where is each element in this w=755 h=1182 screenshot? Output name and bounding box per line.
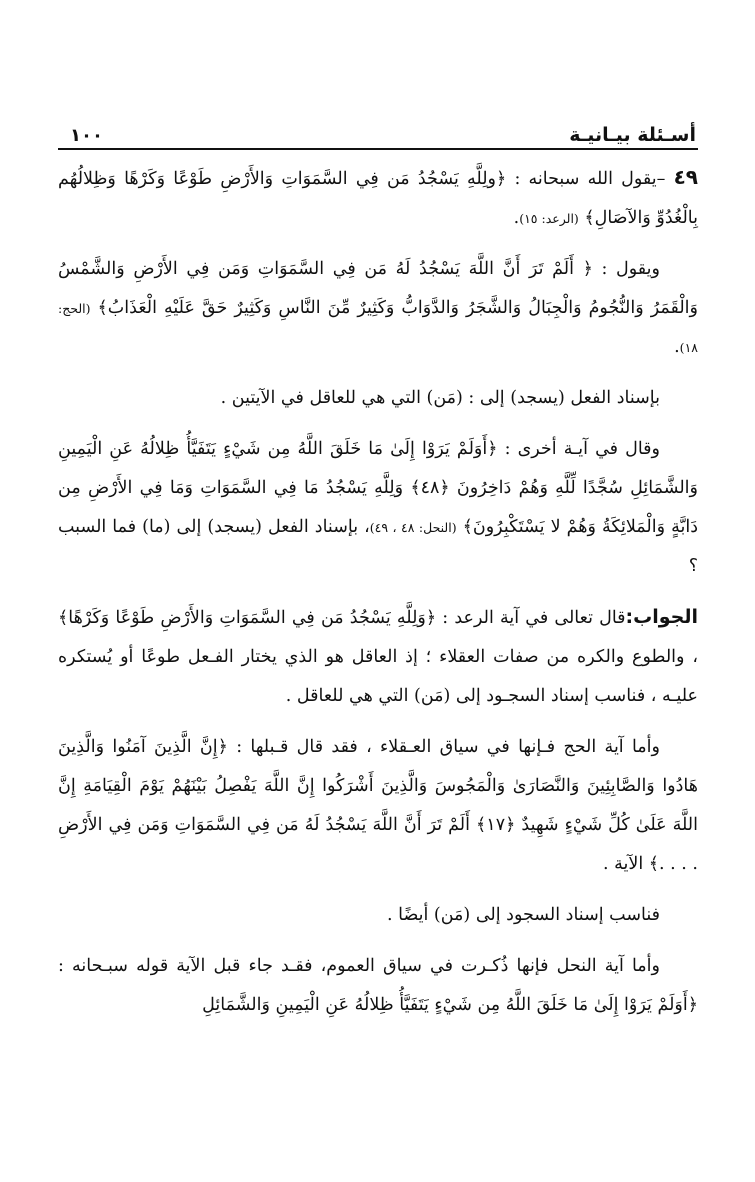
book-page <box>58 118 698 1037</box>
surah-reference: (النحل: ٤٨ ، ٤٩) <box>369 520 457 535</box>
paragraph-tail: . <box>513 208 520 228</box>
paragraph-text: قال تعالى في آية الرعد : ﴿وَلِلَّهِ يَسْجُدُ مَن فِي السَّمَوَاتِ وَالأَرْضِ طَوْعًا وَكَرْهًا﴾ ، والطوع والكره من صفات العقلاء ؛ إذ العاقل هو الذي يختار الفـعل طوعًا أو يُستكره عليـه ، فناسب إسناد السجـود إلى (مَن) التي هي للعاقل . <box>58 608 698 706</box>
paragraph-text: بإسناد الفعل (يسجد) إلى : (مَن) التي هي للعاقل في الآيتين . <box>220 388 660 408</box>
running-title: أسـئلة بيـانيـة <box>569 124 696 146</box>
hajj-verse-paragraph <box>58 250 698 367</box>
answer-label: الجواب: <box>625 606 698 628</box>
surah-reference: (الرعد: ١٥) <box>519 211 579 226</box>
paragraph-text: فناسب إسناد السجود إلى (مَن) أيضًا . <box>386 905 660 925</box>
paragraph-tail: . <box>674 337 680 357</box>
surah-reference: (الحج: ١٨) <box>58 301 698 355</box>
question-number: ٤٩ <box>673 165 698 189</box>
page-body <box>58 158 698 1025</box>
hajj-context-paragraph <box>58 728 698 884</box>
paragraph-text: وأما آية الحج فـإنها في سياق العـقلاء ، فقد قال قـبلها : ﴿إِنَّ الَّذِينَ آمَنُوا وَالَّذِينَ هَادُوا وَالصَّابِئِينَ وَالنَّصَارَىٰ وَالْمَجُوسَ وَالَّذِينَ أَشْرَكُوا إِنَّ اللَّهَ يَفْصِلُ بَيْنَهُمْ يَوْمَ الْقِيَامَةِ إِنَّ اللَّهَ عَلَىٰ كُلِّ شَيْءٍ شَهِيدٌ ﴿١٧﴾ أَلَمْ تَرَ أَنَّ اللَّهَ يَسْجُدُ لَهُ مَن فِي السَّمَوَاتِ وَمَن فِي الأَرْضِ . . . .﴾ الآية . <box>58 737 698 874</box>
running-header <box>58 118 698 150</box>
answer-paragraph <box>58 598 698 716</box>
conclusion-paragraph <box>58 896 698 935</box>
paragraph-text: وقال في آيـة أخرى : ﴿أَوَلَمْ يَرَوْا إِلَىٰ مَا خَلَقَ اللَّهُ مِن شَيْءٍ يَتَفَيَّأُ ظِلالُهُ عَنِ الْيَمِينِ وَالشَّمَائِلِ سُجَّدًا لِّلَّهِ وَهُمْ دَاخِرُونَ ﴿٤٨﴾ وَلِلَّهِ يَسْجُدُ مَا فِي السَّمَوَاتِ وَمَا فِي الأَرْضِ مِن دَابَّةٍ وَالْمَلائِكَةُ وَهُمْ لا يَسْتَكْبِرُونَ﴾ <box>58 439 699 537</box>
nahl-context-paragraph <box>58 947 698 1025</box>
page-number: ١٠٠ <box>70 125 103 146</box>
paragraph-text: ويقول : ﴿ أَلَمْ تَرَ أَنَّ اللَّهَ يَسْجُدُ لَهُ مَن فِي السَّمَوَاتِ وَمَن فِي الأَرْضِ وَالشَّمْسُ وَالْقَمَرُ وَالنُّجُومُ وَالْجِبَالُ وَالشَّجَرُ وَالدَّوَابُّ وَكَثِيرٌ مِّنَ النَّاسِ وَكَثِيرٌ حَقَّ عَلَيْهِ الْعَذَابُ﴾ <box>58 259 698 318</box>
nahl-verse-paragraph <box>58 430 698 586</box>
paragraph-text: وأما آية النحل فإنها ذُكـرت في سياق العموم، فقـد جاء قبل الآية قوله سبـحانه : ﴿أَوَلَمْ يَرَوْا إِلَىٰ مَا خَلَقَ اللَّهُ مِن شَيْءٍ يَتَفَيَّأُ ظِلالُهُ عَنِ الْيَمِينِ وَالشَّمَائِلِ <box>58 956 698 1015</box>
question-49-paragraph <box>58 158 698 238</box>
attribution-paragraph <box>58 379 698 418</box>
paragraph-tail: ، بإسناد الفعل (يسجد) إلى (ما) فما السبب ؟ <box>58 517 698 576</box>
paragraph-text: –يقول الله سبحانه : ﴿ولِلَّهِ يَسْجُدُ مَن فِي السَّمَوَاتِ وَالأَرْضِ طَوْعًا وَكَرْهًا وَظِلالُهُم بِالْغُدُوِّ وَالآصَالِ﴾ <box>58 169 698 228</box>
